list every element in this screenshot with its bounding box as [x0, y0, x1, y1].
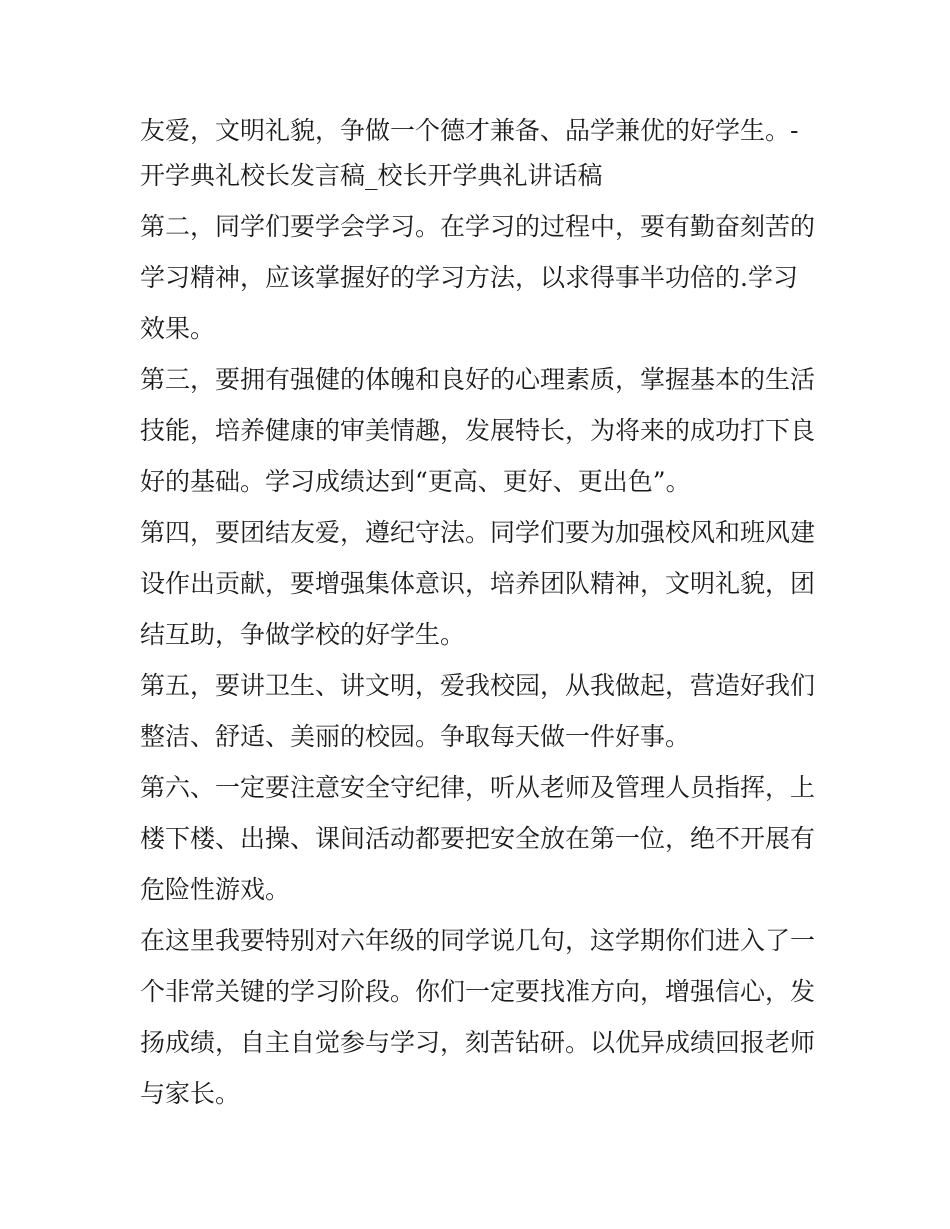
text-line: 技能，培养健康的审美情趣，发展特长，为将来的成功打下良 — [140, 416, 816, 445]
text-line: 好的基础。学习成绩达到“更高、更好、更出色”。 — [140, 467, 691, 496]
text-line: 楼下楼、出操、课间活动都要把安全放在第一位，绝不开展有 — [140, 824, 816, 853]
text-line: 学习精神，应该掌握好的学习方法，以求得事半功倍的.学习 — [140, 263, 798, 292]
text-line: 个非常关键的学习阶段。你们一定要找准方向，增强信心，发 — [140, 977, 816, 1006]
text-line: 第三，要拥有强健的体魄和良好的心理素质，掌握基本的生活 — [140, 365, 816, 394]
text-line: 友爱，文明礼貌，争做一个德才兼备、品学兼优的好学生。- — [140, 116, 799, 145]
text-line: 效果。 — [140, 314, 216, 343]
text-line: 与家长。 — [140, 1079, 241, 1108]
text-line: 扬成绩，自主自觉参与学习，刻苦钻研。以优异成绩回报老师 — [140, 1028, 816, 1057]
text-line: 第二，同学们要学会学习。在学习的过程中，要有勤奋刻苦的 — [140, 212, 816, 241]
text-line: 危险性游戏。 — [140, 875, 291, 904]
text-line: 第四，要团结友爱，遵纪守法。同学们要为加强校风和班风建 — [140, 518, 816, 547]
text-line: 在这里我要特别对六年级的同学说几句，这学期你们进入了一 — [140, 926, 816, 955]
text-line: 第六、一定要注意安全守纪律，听从老师及管理人员指挥，上 — [140, 773, 816, 802]
text-line: 第五，要讲卫生、讲文明，爱我校园，从我做起，营造好我们 — [140, 671, 816, 700]
text-line: 设作出贡献，要增强集体意识，培养团队精神，文明礼貌，团 — [140, 569, 816, 598]
text-line: 开学典礼校长发言稿_校长开学典礼讲话稿 — [140, 161, 603, 190]
document-body — [140, 105, 820, 1119]
text-line: 结互助，争做学校的好学生。 — [140, 620, 466, 649]
text-line: 整洁、舒适、美丽的校园。争取每天做一件好事。 — [140, 722, 691, 751]
